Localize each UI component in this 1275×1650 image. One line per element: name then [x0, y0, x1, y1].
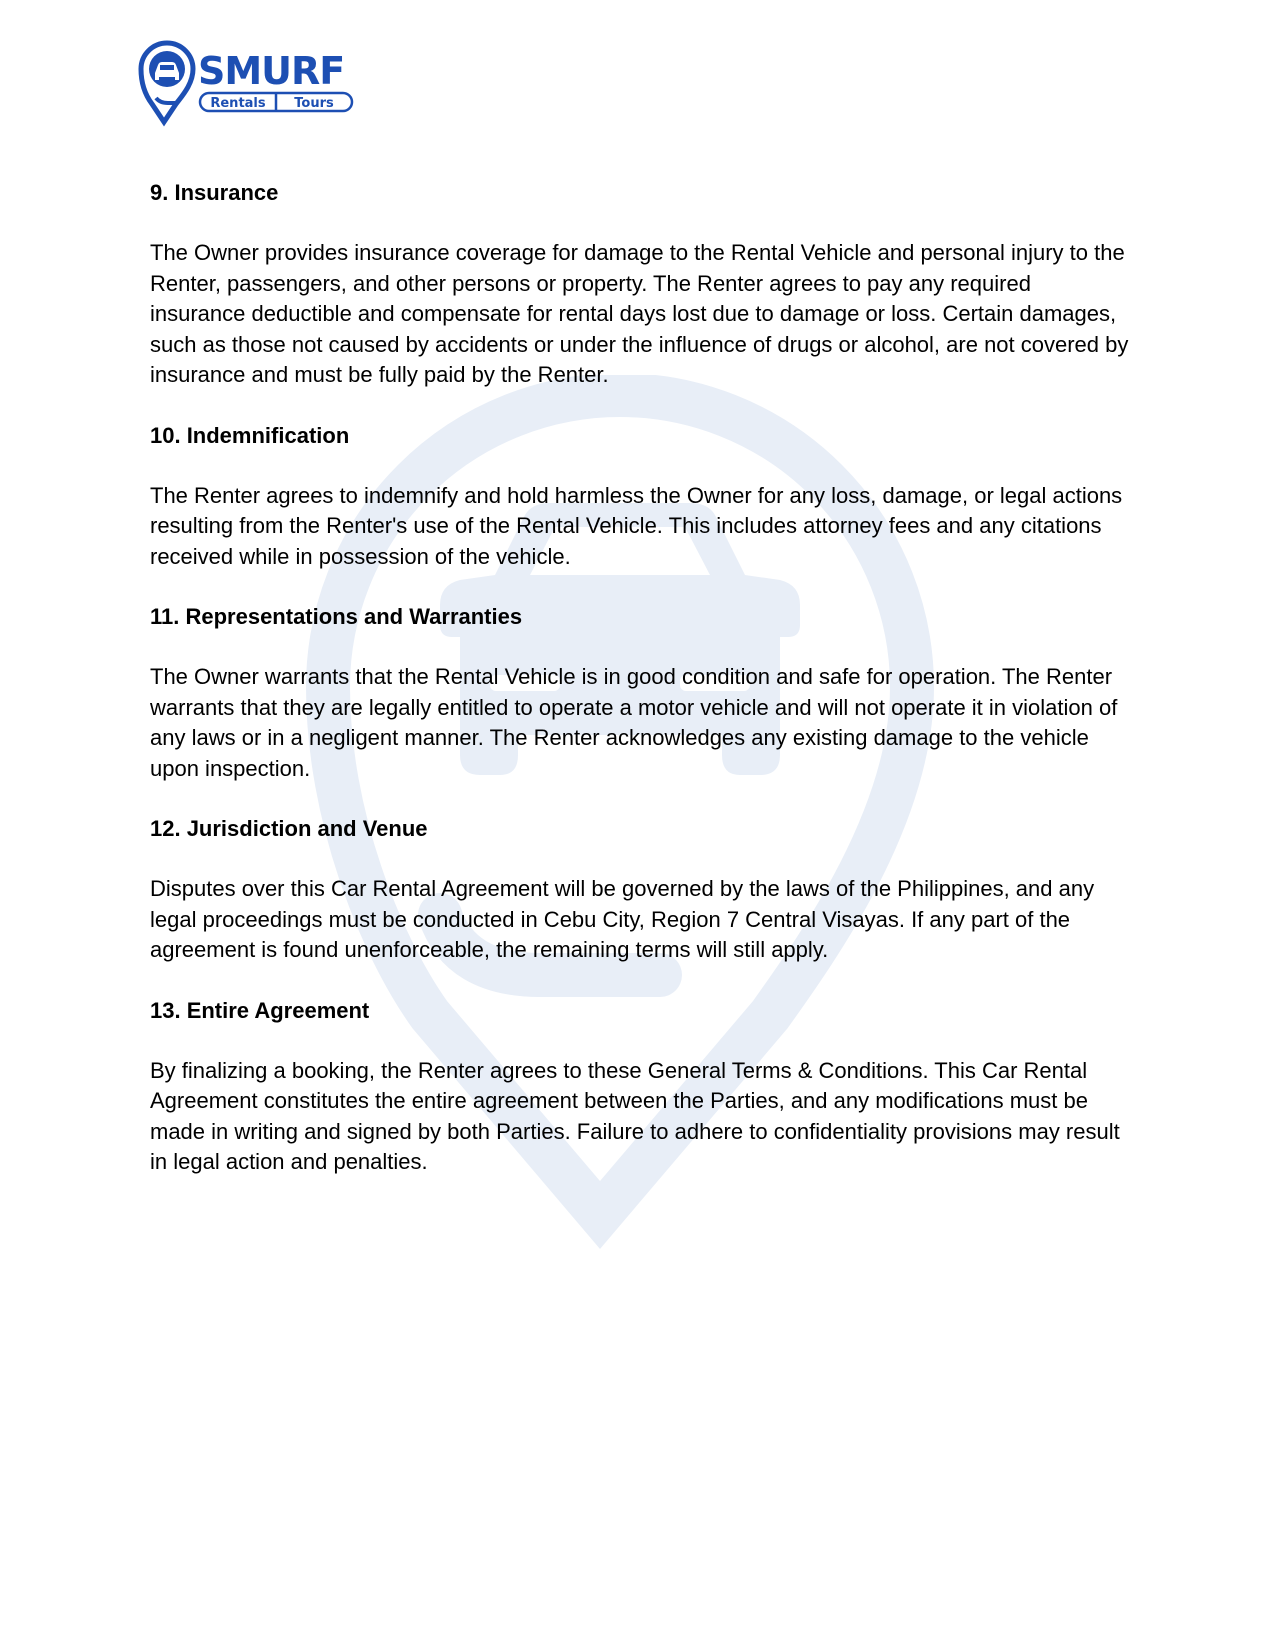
- section-insurance: [150, 178, 1130, 391]
- section-heading: 12. Jurisdiction and Venue: [150, 816, 428, 841]
- section-paragraph: The Owner warrants that the Rental Vehicle is in good condition and safe for operation. The Renter warrants that they are legally entitled to operate a motor vehicle and will not operate it in violation of any laws or in a negligent manner. The Renter acknowledges any existing damage to the vehicle upon inspection.: [150, 664, 1118, 781]
- document-body: [150, 178, 1130, 1208]
- section-paragraph: By finalizing a booking, the Renter agrees to these General Terms & Conditions. This Car Rental Agreement constitutes the entire agreement between the Parties, and any modifications must be made in writing and signed by both Parties. Failure to adhere to confidentiality provisions may result in legal action and penalties.: [150, 1057, 1120, 1174]
- section-indemnification: [150, 421, 1130, 573]
- section-jurisdiction: [150, 814, 1130, 966]
- company-logo: [138, 40, 378, 132]
- section-heading: 9. Insurance: [150, 180, 279, 205]
- section-representations: [150, 602, 1130, 784]
- logo-brand-text: SMURF: [198, 49, 345, 93]
- logo-tag-rentals: Rentals: [210, 96, 266, 111]
- car-pin-icon: [141, 43, 193, 122]
- section-paragraph: The Owner provides insurance coverage for damage to the Rental Vehicle and personal injury to the Renter, passengers, and other persons or property. The Renter agrees to pay any required insurance deductible and compensate for rental days lost due to damage or loss. Certain damages, such as those not caused by accidents or under the influence of drugs or alcohol, are not covered by insurance and must be fully paid by the Renter.: [150, 240, 1129, 387]
- section-heading: 13. Entire Agreement: [150, 997, 370, 1023]
- section-heading: 11. Representations and Warranties: [150, 604, 523, 629]
- logo-tag-tours: Tours: [294, 96, 334, 111]
- section-paragraph: The Renter agrees to indemnify and hold harmless the Owner for any loss, damage, or legal actions resulting from the Renter's use of the Rental Vehicle. This includes attorney fees and any citations received while in possession of the vehicle.: [150, 482, 1123, 569]
- section-paragraph: Disputes over this Car Rental Agreement will be governed by the laws of the Philippines, and any legal proceedings must be conducted in Cebu City, Region 7 Central Visayas. If any part of the agreement is found unenforceable, the remaining terms will still apply.: [150, 876, 1095, 962]
- section-entire-agreement: [150, 996, 1130, 1178]
- section-heading: 10. Indemnification: [150, 422, 350, 448]
